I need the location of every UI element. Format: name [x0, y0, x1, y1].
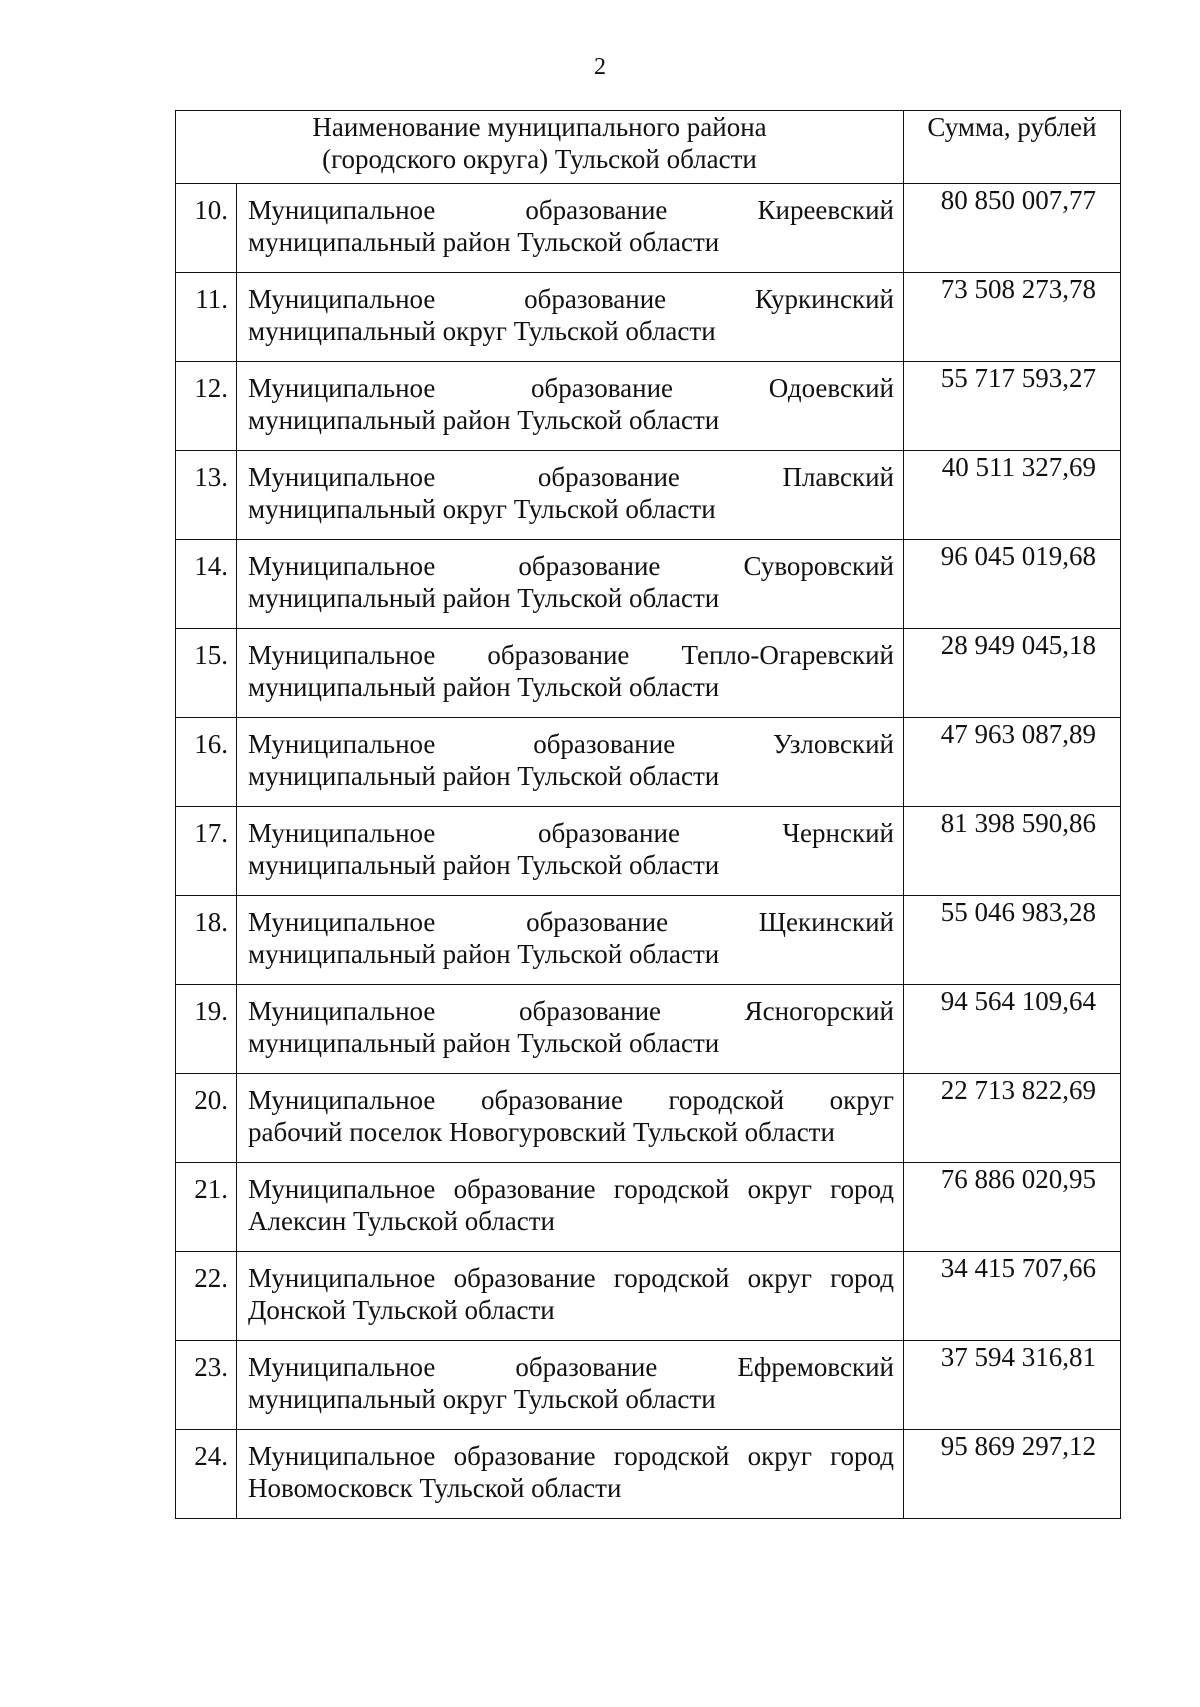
- table-row: [176, 540, 1121, 629]
- municipality-name-line2: муниципальный округ Тульской области: [248, 316, 716, 346]
- header-row: [176, 111, 1121, 184]
- municipality-name-line2: муниципальный округ Тульской области: [248, 494, 716, 524]
- municipality-name-line2: муниципальный район Тульской области: [248, 227, 720, 257]
- amount-cell: 34 415 707,66: [904, 1252, 1121, 1341]
- amount-cell: 55 046 983,28: [904, 896, 1121, 985]
- municipality-name-line1: Муниципальное образование Одоевский: [248, 373, 894, 403]
- municipality-name-line1: Муниципальное образование городской округ город: [248, 1263, 894, 1293]
- municipality-name-line1: Муниципальное образование Куркинский: [248, 284, 894, 314]
- municipality-name: [237, 540, 904, 629]
- amount-cell: 55 717 593,27: [904, 362, 1121, 451]
- amount-cell: 47 963 087,89: [904, 718, 1121, 807]
- row-number: 13.: [176, 451, 237, 540]
- municipality-name-line2: муниципальный район Тульской области: [248, 405, 720, 435]
- municipality-name-line1: Муниципальное образование Узловский: [248, 729, 894, 759]
- municipality-name: [237, 451, 904, 540]
- allocation-table: [175, 110, 1121, 1519]
- municipality-name-line1: Муниципальное образование Суворовский: [248, 551, 894, 581]
- table-row: [176, 985, 1121, 1074]
- municipality-name-line2: муниципальный район Тульской области: [248, 1028, 720, 1058]
- row-number: 20.: [176, 1074, 237, 1163]
- amount-cell: 81 398 590,86: [904, 807, 1121, 896]
- municipality-name-line2: муниципальный округ Тульской области: [248, 1384, 716, 1414]
- municipality-name-line1: Муниципальное образование городской округ: [248, 1085, 894, 1115]
- row-number: 10.: [176, 184, 237, 273]
- municipality-name-line2: муниципальный район Тульской области: [248, 761, 720, 791]
- amount-cell: 94 564 109,64: [904, 985, 1121, 1074]
- amount-cell: 76 886 020,95: [904, 1163, 1121, 1252]
- row-number: 12.: [176, 362, 237, 451]
- municipality-name-line2: Алексин Тульской области: [248, 1206, 555, 1236]
- municipality-name: [237, 896, 904, 985]
- amount-cell: 28 949 045,18: [904, 629, 1121, 718]
- municipality-name-line1: Муниципальное образование Киреевский: [248, 195, 894, 225]
- municipality-name-line1: Муниципальное образование городской округ город: [248, 1174, 894, 1204]
- municipality-name: [237, 1252, 904, 1341]
- table-header: [176, 111, 1121, 184]
- amount-cell: 73 508 273,78: [904, 273, 1121, 362]
- row-number: 17.: [176, 807, 237, 896]
- municipality-name: [237, 1163, 904, 1252]
- table-row: [176, 451, 1121, 540]
- table-row: [176, 896, 1121, 985]
- header-name-cell: [176, 111, 904, 184]
- municipality-name-line2: муниципальный район Тульской области: [248, 939, 720, 969]
- municipality-name: [237, 362, 904, 451]
- table-row: [176, 807, 1121, 896]
- table-row: [176, 1430, 1121, 1519]
- table-row: [176, 1074, 1121, 1163]
- page-number: 2: [594, 54, 606, 80]
- table-body: [176, 184, 1121, 1519]
- municipality-name: [237, 1341, 904, 1430]
- row-number: 24.: [176, 1430, 237, 1519]
- row-number: 11.: [176, 273, 237, 362]
- municipality-name: [237, 629, 904, 718]
- table-row: [176, 629, 1121, 718]
- header-name-line2: (городского округа) Тульской области: [322, 144, 757, 174]
- municipality-name-line1: Муниципальное образование Ефремовский: [248, 1352, 894, 1382]
- header-name-line1: Наименование муниципального района: [312, 112, 767, 142]
- table-row: [176, 273, 1121, 362]
- table-row: [176, 1252, 1121, 1341]
- municipality-name-line2: муниципальный район Тульской области: [248, 583, 720, 613]
- table-row: [176, 718, 1121, 807]
- municipality-name: [237, 184, 904, 273]
- row-number: 14.: [176, 540, 237, 629]
- municipality-name-line1: Муниципальное образование Чернский: [248, 818, 894, 848]
- municipality-name-line2: Донской Тульской области: [248, 1295, 555, 1325]
- amount-cell: 96 045 019,68: [904, 540, 1121, 629]
- row-number: 19.: [176, 985, 237, 1074]
- municipality-name-line2: муниципальный район Тульской области: [248, 850, 720, 880]
- table-row: [176, 1163, 1121, 1252]
- row-number: 21.: [176, 1163, 237, 1252]
- municipality-name: [237, 1430, 904, 1519]
- amount-cell: 40 511 327,69: [904, 451, 1121, 540]
- municipality-name: [237, 985, 904, 1074]
- table-row: [176, 362, 1121, 451]
- amount-cell: 22 713 822,69: [904, 1074, 1121, 1163]
- amount-cell: 37 594 316,81: [904, 1341, 1121, 1430]
- municipality-name-line2: рабочий поселок Новогуровский Тульской области: [248, 1117, 835, 1147]
- row-number: 18.: [176, 896, 237, 985]
- municipality-name-line2: Новомосковск Тульской области: [248, 1473, 622, 1503]
- municipality-name-line1: Муниципальное образование Плавский: [248, 462, 894, 492]
- header-sum-cell: Сумма, рублей: [904, 111, 1121, 184]
- row-number: 16.: [176, 718, 237, 807]
- row-number: 23.: [176, 1341, 237, 1430]
- municipality-name-line1: Муниципальное образование Щекинский: [248, 907, 894, 937]
- amount-cell: 80 850 007,77: [904, 184, 1121, 273]
- municipality-name: [237, 1074, 904, 1163]
- municipality-name: [237, 807, 904, 896]
- municipality-name: [237, 718, 904, 807]
- municipality-name: [237, 273, 904, 362]
- municipality-name-line1: Муниципальное образование Тепло-Огаревский: [248, 640, 894, 670]
- row-number: 15.: [176, 629, 237, 718]
- table-row: [176, 1341, 1121, 1430]
- table-row: [176, 184, 1121, 273]
- municipality-name-line1: Муниципальное образование Ясногорский: [248, 996, 894, 1026]
- municipality-name-line2: муниципальный район Тульской области: [248, 672, 720, 702]
- amount-cell: 95 869 297,12: [904, 1430, 1121, 1519]
- row-number: 22.: [176, 1252, 237, 1341]
- municipality-name-line1: Муниципальное образование городской округ город: [248, 1441, 894, 1471]
